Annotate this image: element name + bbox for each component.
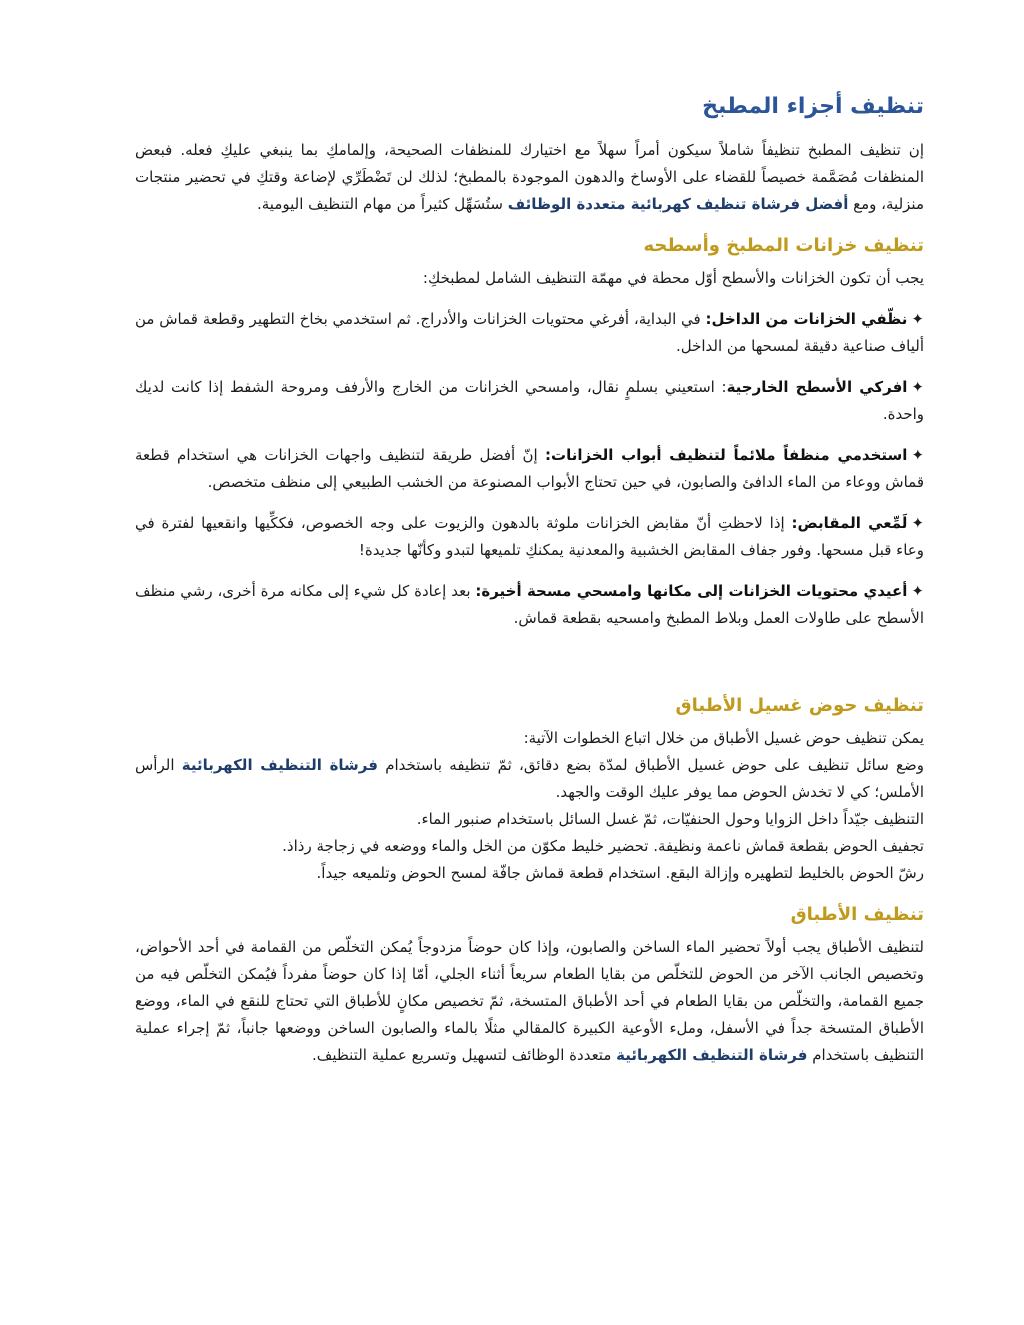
bullet-lead: استخدمي منظفاً ملائماً لتنظيف أبواب الخزانات: <box>545 445 908 464</box>
dishes-section <box>135 901 924 1069</box>
brush-link[interactable]: أفضل فرشاة تنظيف كهربائية متعددة الوظائف <box>507 194 849 213</box>
sink-section <box>135 692 924 887</box>
cabinets-heading: تنظيف خزانات المطبخ وأسطحه <box>643 234 924 256</box>
sink-line <box>135 752 924 806</box>
list-item <box>135 442 924 496</box>
cabinets-intro: يجب أن تكون الخزانات والأسطح أوّل محطة في مهمّة التنظيف الشامل لمطبخكِ: <box>422 268 924 287</box>
sparkle-icon: ✦ <box>911 377 924 396</box>
bullet-lead: أعيدي محتويات الخزانات إلى مكانها وامسحي مسحة أخيرة: <box>475 581 908 600</box>
list-item <box>135 306 924 360</box>
list-item <box>135 510 924 564</box>
sink-line: رشّ الحوض بالخليط لتطهيره وإزالة البقع. استخدام قطعة قماش جافّة لمسح الحوض وتلميعه جيداً. <box>316 863 924 882</box>
bullet-text: إنّ أفضل طريقة لتنظيف واجهات الخزانات هي استخدام قطعة قماش ووعاء من الماء الدافئ والصابون، في حين تحتاج الأبواب المصنوعة من الخشب الطبيعي إلى منظف متخصص. <box>135 445 924 491</box>
section-spacer <box>135 646 924 682</box>
sink-line: يمكن تنظيف حوض غسيل الأطباق من خلال اتباع الخطوات الآتية: <box>523 728 924 747</box>
brush-link[interactable]: فرشاة التنظيف الكهربائية <box>616 1045 808 1064</box>
bullet-text: بعد إعادة كل شيء إلى مكانه مرة أخرى، رشي منظف الأسطح على طاولات العمل وبلاط المطبخ وامسحيه بقطعة قماش. <box>135 581 924 627</box>
bullet-lead: نظّفي الخزانات من الداخل: <box>705 309 908 328</box>
sink-line: التنظيف جيّداً داخل الزوايا وحول الحنفيّات، ثمّ غسل السائل باستخدام صنبور الماء. <box>416 809 924 828</box>
dishes-heading: تنظيف الأطباق <box>790 903 924 925</box>
sparkle-icon: ✦ <box>911 513 925 532</box>
intro-text-start: إن تنظيف المطبخ تنظيفاً شاملاً سيكون أمراً سهلاً مع اختيارك للمنظفات الصحيحة، وإلمامكِ بما ينبغي عليكِ فعله. فبعض المنظفات مُصَمَّمة خصيصاً للقضاء على الأوساخ والدهون الموجودة بالمطبخ؛ لذلك لن تَضْطَرِّي لإضاعة وقتكِ في تحضير منتجات منزلية، ومع <box>135 140 924 213</box>
dishes-paragraph <box>135 934 924 1069</box>
dishes-text-end: متعددة الوظائف لتسهيل وتسريع عملية التنظيف. <box>312 1045 617 1064</box>
sparkle-icon: ✦ <box>911 445 925 464</box>
bullet-text: إذا لاحظتِ أنّ مقابض الخزانات ملوثة بالدهون والزيوت على وجه الخصوص، فككِّيها وانقعيها لفترة في وعاء قبل مسحها. وفور جفاف المقابض الخشبية والمعدنية يمكنكِ تلميعها لتبدو وكأنّها جديدة! <box>135 513 924 559</box>
brush-link[interactable]: فرشاة التنظيف الكهربائية <box>181 755 378 774</box>
sink-heading: تنظيف حوض غسيل الأطباق <box>675 694 924 716</box>
bullet-lead: افركي الأسطح الخارجية <box>726 377 908 396</box>
dishes-text-start: لتنظيف الأطباق يجب أولاً تحضير الماء الساخن والصابون، وإذا كان حوضاً مزدوجاً يُمكن التخلّص من القمامة في أحد الأحواض، وتخصيص الجانب الآخر من الحوض للتخلّص من بقايا الطعام سريعاً أثناء الجلي، أمّا إذا كان حوضاً مفرداً فيُمكن التخلّص فيه من جميع القمامة، والتخلّص من بقايا الطعام في أحد الأطباق المتسخة، ثمّ تخصيص مكانٍ للأطباق التي تحتاج للنقع في الماء، ووضع الأطباق المتسخة جداً في الأسفل، وملء الأوعية الكبيرة كالمقالي مثلًا بالماء والصابون الساخن ووضعها جانباً، ثمّ إجراء عملية التنظيف باستخدام <box>135 937 924 1064</box>
cabinets-section <box>135 232 924 632</box>
sparkle-icon: ✦ <box>911 581 924 600</box>
bullet-lead: لَمِّعي المقابض: <box>791 513 908 532</box>
sink-line: تجفيف الحوض بقطعة قماش ناعمة ونظيفة. تحضير خليط مكوّن من الخل والماء ووضعه في زجاجة رذاذ. <box>282 836 924 855</box>
intro-text-end: ستُسَهِّل كثيراً من مهام التنظيف اليومية. <box>256 194 508 213</box>
sink-line-end: الرأس الأملس؛ كي لا تخدش الحوض مما يوفر عليك الوقت والجهد. <box>135 755 924 801</box>
list-item <box>135 578 924 632</box>
bullet-text: في البداية، أفرغي محتويات الخزانات والأدراج. ثم استخدمي بخاخ التطهير وقطعة قماش من ألياف صناعية دقيقة لمسحها من الداخل. <box>135 309 924 355</box>
page-title: تنظيف أجزاء المطبخ <box>702 94 924 119</box>
sparkle-icon: ✦ <box>911 309 924 328</box>
sink-line-start: وضع سائل تنظيف على حوض غسيل الأطباق لمدّة بضع دقائق، ثمّ تنظيفه باستخدام <box>377 755 924 774</box>
list-item <box>135 374 924 428</box>
bullet-text: : استعيني بسلمٍ نقال، وامسحي الخزانات من الخارج والأرفف ومروحة الشفط إذا كانت لديك واحدة. <box>135 377 924 423</box>
document-page <box>135 92 924 1069</box>
intro-paragraph <box>135 137 924 218</box>
